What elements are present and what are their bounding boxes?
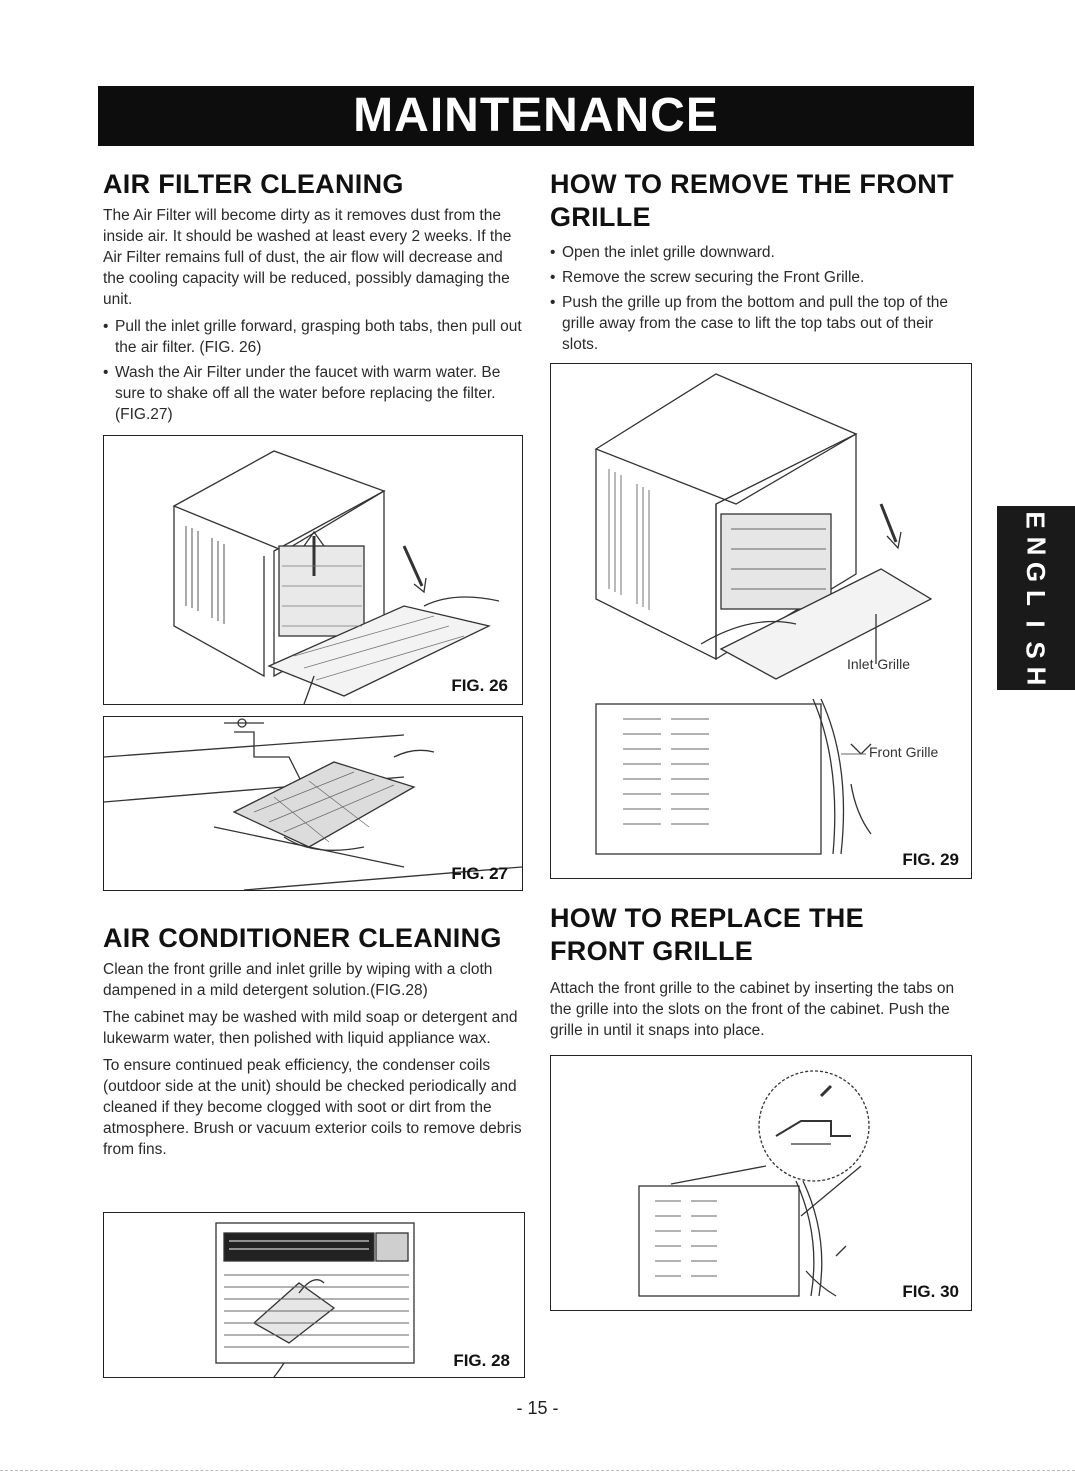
- ac-filter-removal-illustration: [104, 436, 522, 704]
- air-conditioner-section: [103, 922, 533, 1160]
- figure-28: [103, 1212, 525, 1378]
- figure-26-label: FIG. 26: [451, 676, 508, 695]
- inlet-grille-callout: Inlet Grille: [847, 656, 911, 672]
- side-tab-letter: S: [1021, 641, 1051, 659]
- remove-grille-steps: [550, 242, 972, 355]
- page-title-banner: [98, 86, 974, 146]
- list-item: • Push the grille up from the bottom and pull the top of the grille away from the case to lift the top tabs out of their slots.: [550, 292, 972, 355]
- language-side-tab: [997, 506, 1075, 690]
- front-grille-attach-illustration: [551, 1056, 971, 1310]
- figure-27-label: FIG. 27: [451, 864, 508, 883]
- figure-26: [103, 435, 523, 705]
- remove-grille-heading-line2: GRILLE: [550, 202, 651, 232]
- air-filter-heading: AIR FILTER CLEANING: [103, 169, 404, 199]
- figure-29: [550, 363, 972, 879]
- figure-28-label: FIG. 28: [453, 1351, 510, 1370]
- side-tab-letter: G: [1020, 561, 1051, 583]
- replace-grille-heading-line1: HOW TO REPLACE THE: [550, 903, 864, 933]
- air-conditioner-heading: AIR CONDITIONER CLEANING: [103, 923, 502, 953]
- list-item: • Pull the inlet grille forward, grasping both tabs, then pull out the air filter. (FIG. 26): [103, 316, 525, 358]
- figure-29-label: FIG. 29: [902, 850, 959, 869]
- side-tab-letter: L: [1020, 590, 1051, 606]
- figure-30-label: FIG. 30: [902, 1282, 959, 1301]
- replace-grille-heading-line2: FRONT GRILLE: [550, 936, 754, 966]
- air-filter-section: [103, 168, 525, 429]
- air-filter-intro: The Air Filter will become dirty as it removes dust from the inside air. It should be washed at least every 2 weeks. If the Air Filter remains full of dust, the air flow will decrease and the cooling capacity will be reduced, possibly damaging the unit.: [103, 207, 512, 308]
- remove-grille-heading-line1: HOW TO REMOVE THE FRONT: [550, 169, 954, 199]
- side-tab-letter: E: [1021, 511, 1051, 529]
- paragraph: To ensure continued peak efficiency, the condenser coils (outdoor side at the unit) should be checked periodically and cleaned if they become clogged with soot or dirt from the atmosphere. Brush or vacuum exterior coils to remove debris from fins.: [103, 1057, 522, 1158]
- list-item: • Remove the screw securing the Front Grille.: [550, 267, 972, 288]
- list-item: • Open the inlet grille downward.: [550, 242, 972, 263]
- front-grille-removal-illustration: [551, 364, 971, 878]
- figure-27: [103, 716, 523, 891]
- figure-30: [550, 1055, 972, 1311]
- side-tab-letter: I: [1020, 620, 1051, 628]
- paragraph: The cabinet may be washed with mild soap or detergent and lukewarm water, then polished with liquid appliance wax.: [103, 1009, 518, 1047]
- front-grille-callout: Front Grille: [869, 744, 939, 760]
- page-number: - 15 -: [516, 1398, 559, 1418]
- list-item: • Wash the Air Filter under the faucet with warm water. Be sure to shake off all the water before replacing the filter. (FIG.27): [103, 362, 525, 425]
- replace-grille-body: Attach the front grille to the cabinet by inserting the tabs on the grille into the slots on the front of the cabinet. Push the grille in until it snaps into place.: [550, 980, 955, 1039]
- side-tab-letter: N: [1021, 536, 1051, 556]
- page-title: MAINTENANCE: [353, 89, 719, 142]
- paragraph: Clean the front grille and inlet grille by wiping with a cloth dampened in a mild detergent solution.(FIG.28): [103, 961, 493, 999]
- replace-grille-section: [550, 902, 972, 1041]
- bottom-divider: [0, 1470, 1075, 1471]
- side-tab-letter: H: [1021, 666, 1051, 686]
- air-filter-steps: [103, 316, 525, 425]
- remove-grille-section: [550, 168, 972, 359]
